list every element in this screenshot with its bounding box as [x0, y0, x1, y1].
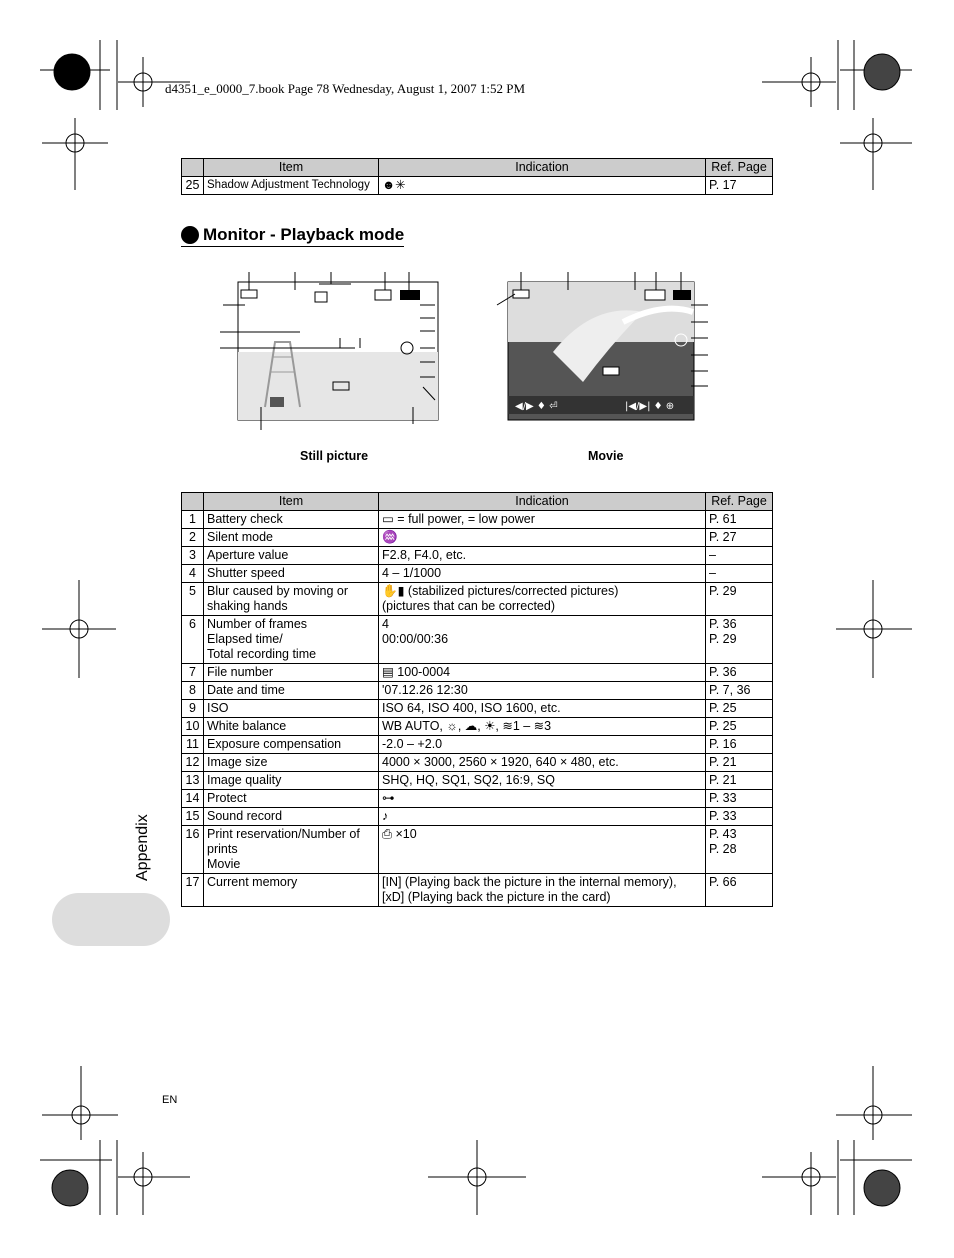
still-picture-figure: [215, 272, 445, 432]
still-picture-caption: Still picture: [300, 449, 369, 463]
row-item: [204, 772, 379, 790]
row-indication-line: [382, 791, 702, 806]
row-item-line: Total recording time: [207, 647, 317, 661]
table-row: [182, 583, 773, 616]
row-ref-line: P. 27: [709, 530, 737, 544]
row-item: [204, 682, 379, 700]
row-item: [204, 583, 379, 616]
row-item-line: Battery check: [207, 512, 283, 526]
table-row: [182, 790, 773, 808]
row-ref-line: P. 25: [709, 719, 737, 733]
row-ref: [706, 583, 773, 616]
row-num: 2: [182, 529, 204, 547]
col-ref-header: Ref. Page: [706, 159, 773, 177]
table-row: [182, 511, 773, 529]
col-item-header: Item: [204, 493, 379, 511]
row-ref-line: P. 7, 36: [709, 683, 751, 697]
row-item: [204, 547, 379, 565]
main-table-header-row: [182, 493, 773, 511]
row-num: 9: [182, 700, 204, 718]
row-item: [204, 718, 379, 736]
svg-text:◀/▶ ♦ ⏎: ◀/▶ ♦ ⏎: [515, 401, 558, 412]
row-indication: [379, 718, 706, 736]
table-row: [182, 754, 773, 772]
row-item-line: Current memory: [207, 875, 298, 889]
blur-icon: ✋▮: [382, 584, 408, 598]
main-table: [181, 492, 773, 907]
row-indication: [379, 736, 706, 754]
col-indication-header: Indication: [379, 493, 706, 511]
row-num: 3: [182, 547, 204, 565]
row-indication: [379, 874, 706, 907]
row-ref-line: P. 36: [709, 665, 737, 679]
print-icon: ⎙: [382, 827, 396, 841]
row-num: 8: [182, 682, 204, 700]
row-ref-line: P. 66: [709, 875, 737, 889]
table-row: [182, 736, 773, 754]
row-ref: [706, 754, 773, 772]
row-ref-line: P. 33: [709, 791, 737, 805]
row-ref-line: –: [709, 548, 716, 562]
row-indication-line: [382, 809, 702, 824]
silent-mode-icon: ♒: [382, 530, 402, 544]
row-indication-line: ▭ = full power, = low power: [382, 512, 535, 526]
movie-caption: Movie: [588, 449, 624, 463]
row-ref-line: P. 29: [709, 632, 737, 646]
row-indication: [379, 772, 706, 790]
table-row: [182, 616, 773, 664]
row-item: [204, 754, 379, 772]
row-ref-line: P. 36: [709, 617, 737, 631]
row-ref: [706, 700, 773, 718]
row-ref-line: P. 28: [709, 842, 737, 856]
row-num: 10: [182, 718, 204, 736]
appendix-label: Appendix: [134, 814, 151, 881]
col-item-header: Item: [204, 159, 379, 177]
row-ref: [706, 511, 773, 529]
row-ref-line: P. 25: [709, 701, 737, 715]
row-ref-line: P. 29: [709, 584, 737, 598]
row-item-line: Blur caused by moving or shaking hands: [207, 584, 349, 613]
row-ref-line: P. 43: [709, 827, 737, 841]
row-indication: [379, 700, 706, 718]
row-indication: [379, 529, 706, 547]
row-item-line: Date and time: [207, 683, 285, 697]
row-item-line: Aperture value: [207, 548, 289, 562]
row-indication-line: ISO 64, ISO 400, ISO 1600, etc.: [382, 701, 561, 715]
row-ref-line: P. 61: [709, 512, 737, 526]
row-item: [204, 616, 379, 664]
row-indication-line: 00:00/00:36: [382, 632, 449, 646]
appendix-tab: [52, 893, 170, 946]
movie-figure: [493, 272, 713, 432]
row-item: [204, 808, 379, 826]
row-indication-line: ⎙ ×10: [382, 827, 417, 841]
table-row: [182, 529, 773, 547]
shadow-adjust-icon: ☻✳: [382, 178, 406, 192]
battery-icon: ▭: [382, 512, 398, 526]
table-row: [182, 772, 773, 790]
row-item-line: File number: [207, 665, 273, 679]
row-item-line: Number of frames: [207, 617, 308, 631]
row-indication: [379, 754, 706, 772]
row-item-line: Shutter speed: [207, 566, 285, 580]
row-ref: [706, 772, 773, 790]
table-row: [182, 700, 773, 718]
sound-record-icon: ♪: [382, 809, 392, 823]
row-num: 15: [182, 808, 204, 826]
row-ref-line: –: [709, 566, 716, 580]
row-ref: [706, 547, 773, 565]
row-item: Shadow Adjustment Technology: [204, 177, 379, 195]
row-indication-line: -2.0 – +2.0: [382, 737, 443, 751]
row-item: [204, 565, 379, 583]
row-num: 12: [182, 754, 204, 772]
row-indication-line: [382, 530, 702, 545]
row-indication: [379, 565, 706, 583]
row-item: [204, 736, 379, 754]
row-ref-line: P. 21: [709, 755, 737, 769]
row-num: 14: [182, 790, 204, 808]
row-indication-line: 4: [382, 617, 389, 631]
row-ref: [706, 565, 773, 583]
row-num: 16: [182, 826, 204, 874]
row-ref: [706, 529, 773, 547]
table-row: [182, 874, 773, 907]
row-ref: [706, 664, 773, 682]
table-row: [182, 177, 773, 195]
row-item: [204, 700, 379, 718]
row-item-line: Movie: [207, 857, 241, 871]
row-indication: [379, 682, 706, 700]
top-table-header-row: [182, 159, 773, 177]
table-row: [182, 565, 773, 583]
top-table: [181, 158, 773, 195]
row-item: [204, 529, 379, 547]
protect-icon: ⊶: [382, 791, 398, 805]
language-code: EN: [162, 1094, 178, 1106]
row-item: [204, 790, 379, 808]
row-indication-line: ▤ 100-0004: [382, 665, 451, 679]
table-row: [182, 547, 773, 565]
row-ref: [706, 616, 773, 664]
col-num-header: [182, 493, 204, 511]
row-item-line: Image size: [207, 755, 268, 769]
row-indication-line: (pictures that can be corrected): [382, 599, 555, 613]
row-indication: [379, 808, 706, 826]
row-ref: [706, 682, 773, 700]
table-row: [182, 808, 773, 826]
row-indication-line: [xD] (Playing back the picture in the card): [382, 890, 611, 904]
row-item-line: Elapsed time/: [207, 632, 283, 646]
row-ref: [706, 790, 773, 808]
row-item-line: Exposure compensation: [207, 737, 342, 751]
row-indication-line: 4000 × 3000, 2560 × 1920, 640 × 480, etc.: [382, 755, 619, 769]
row-indication-line: WB AUTO, ☼, ☁, ☀, ≋1 – ≋3: [382, 719, 552, 733]
row-indication: [379, 177, 706, 195]
row-num: 1: [182, 511, 204, 529]
row-indication: [379, 790, 706, 808]
row-indication: [379, 826, 706, 874]
row-item-line: White balance: [207, 719, 287, 733]
table-row: [182, 826, 773, 874]
row-item-line: Print reservation/Number of prints: [207, 827, 360, 856]
section-title: [181, 225, 404, 247]
row-ref: [706, 718, 773, 736]
row-item: [204, 826, 379, 874]
row-item: [204, 874, 379, 907]
row-indication: [379, 511, 706, 529]
row-item-line: Sound record: [207, 809, 283, 823]
row-item: [204, 511, 379, 529]
row-num: 25: [182, 177, 204, 195]
table-row: [182, 664, 773, 682]
row-indication-line: ✋▮ (stabilized pictures/corrected pictures): [382, 584, 619, 598]
row-num: 17: [182, 874, 204, 907]
row-indication-line: [382, 842, 702, 857]
col-num-header: [182, 159, 204, 177]
row-ref-line: P. 16: [709, 737, 737, 751]
row-ref: [706, 736, 773, 754]
row-num: 6: [182, 616, 204, 664]
row-num: 11: [182, 736, 204, 754]
file-number-icon: ▤: [382, 665, 398, 679]
row-indication: [379, 583, 706, 616]
row-item-line: Image quality: [207, 773, 282, 787]
row-indication-line: F2.8, F4.0, etc.: [382, 548, 467, 562]
bullet-icon: [181, 226, 199, 244]
row-num: 13: [182, 772, 204, 790]
row-indication: [379, 664, 706, 682]
row-ref: [706, 826, 773, 874]
row-indication-line: 4 – 1/1000: [382, 566, 442, 580]
row-ref: [706, 808, 773, 826]
row-ref-line: P. 33: [709, 809, 737, 823]
table-row: [182, 718, 773, 736]
col-ref-header: Ref. Page: [706, 493, 773, 511]
book-header-line: d4351_e_0000_7.book Page 78 Wednesday, August 1, 2007 1:52 PM: [165, 81, 526, 96]
row-indication: [379, 547, 706, 565]
row-num: 5: [182, 583, 204, 616]
row-item-line: ISO: [207, 701, 229, 715]
row-indication-line: SHQ, HQ, SQ1, SQ2, 16:9, SQ: [382, 773, 555, 787]
row-indication-line: '07.12.26 12:30: [382, 683, 468, 697]
row-item-line: Protect: [207, 791, 247, 805]
table-row: [182, 682, 773, 700]
row-num: 7: [182, 664, 204, 682]
row-ref: P. 17: [706, 177, 773, 195]
row-num: 4: [182, 565, 204, 583]
row-item: [204, 664, 379, 682]
row-indication: [379, 616, 706, 664]
svg-text:|◀/▶| ♦ ⊕: |◀/▶| ♦ ⊕: [625, 401, 675, 412]
col-indication-header: Indication: [379, 159, 706, 177]
row-ref-line: P. 21: [709, 773, 737, 787]
row-item-line: Silent mode: [207, 530, 274, 544]
row-indication-line: [IN] (Playing back the picture in the internal memory),: [382, 875, 677, 889]
section-title-text: Monitor - Playback mode: [203, 225, 405, 244]
row-ref: [706, 874, 773, 907]
